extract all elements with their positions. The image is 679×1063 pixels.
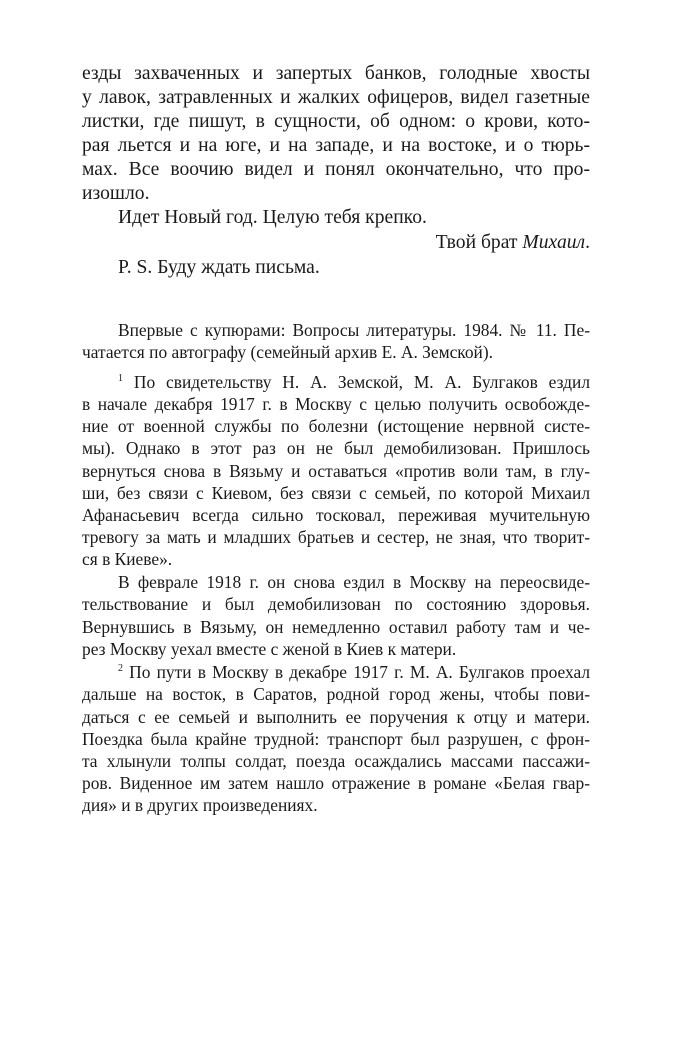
text-line: Вернувшись в Вязьму, он немедленно оставил работу там и че-	[82, 617, 590, 637]
text-line: мах. Все воочию видел и понял окончательно, что про-	[82, 159, 590, 180]
signature-suffix: .	[585, 232, 590, 253]
text-line: ние от военной службы по болезни (истощение нервной систе-	[82, 416, 590, 436]
text-line: Поездка была крайне трудной: транспорт был разрушен, с фрон-	[82, 729, 590, 749]
signature	[82, 231, 590, 255]
text-line: ши, без связи с Киевом, без связи с семьей, по которой Михаил	[82, 483, 590, 503]
signature-name: Михаил	[522, 232, 586, 253]
text-line: ся в Киеве».	[82, 549, 173, 569]
text-line: Афанасьевич всегда сильно тосковал, переживая мучительную	[82, 505, 590, 525]
text-line: В феврале 1918 г. он снова ездил в Москву на переосвиде-	[118, 572, 590, 592]
text-line: рая льется и на юге, и на западе, и на востоке, и о тюрь-	[82, 135, 590, 156]
text-line: в начале декабря 1917 г. в Москву с целью получить освобожде-	[82, 394, 590, 414]
text-line: тревогу за мать и младших братьев и сестер, не зная, что творит-	[82, 527, 590, 547]
greeting: Идет Новый год. Целую тебя крепко.	[118, 207, 427, 228]
text-line: вернуться снова в Вязьму и оставаться «против воли там, в глу-	[82, 461, 590, 481]
text-line: ров. Виденное им затем нашло отражение в романе «Белая гвар-	[82, 773, 590, 793]
signature-prefix: Твой брат	[435, 232, 523, 253]
text-line: листки, где пишут, в сущности, об одном: о крови, кото-	[82, 111, 590, 132]
postscript: P. S. Буду ждать письма.	[118, 257, 320, 278]
text-line: даться с ее семьей и выполнить ее поручения к отцу и матери.	[82, 707, 590, 727]
text-line: изошло.	[82, 183, 150, 204]
text-line: дальше на восток, в Саратов, родной город жены, чтобы пови-	[82, 684, 590, 704]
text-line: у лавок, затравленных и жалких офицеров, видел газетные	[82, 87, 590, 108]
text-span: По пути в Москву в декабре 1917 г. М. А. Булгаков проехал	[123, 662, 590, 682]
text-line: дия» и в других произведениях.	[82, 795, 318, 815]
text-line: рез Москву уехал вместе с женой в Киев к матери.	[82, 639, 457, 659]
text-line: та хлынули толпы солдат, поезда осаждались массами пассажи-	[82, 751, 590, 771]
text-line: Впервые с купюрами: Вопросы литературы. 1984. № 11. Пе-	[118, 320, 590, 340]
text-line	[82, 371, 590, 393]
text-line	[82, 661, 590, 683]
text-line: чатается по автографу (семейный архив Е. А. Земской).	[82, 342, 494, 362]
footnote-marker: 1	[118, 373, 123, 384]
footnote-marker: 2	[118, 663, 123, 674]
text-line: тельствование и был демобилизован по состоянию здоровья.	[82, 594, 590, 614]
text-line: езды захваченных и запертых банков, голодные хвосты	[82, 63, 590, 84]
text-span: По свидетельству Н. А. Земской, М. А. Булгаков ездил	[123, 372, 590, 392]
text-line: мы). Однако в этот раз он не был демобилизован. Пришлось	[82, 438, 590, 458]
